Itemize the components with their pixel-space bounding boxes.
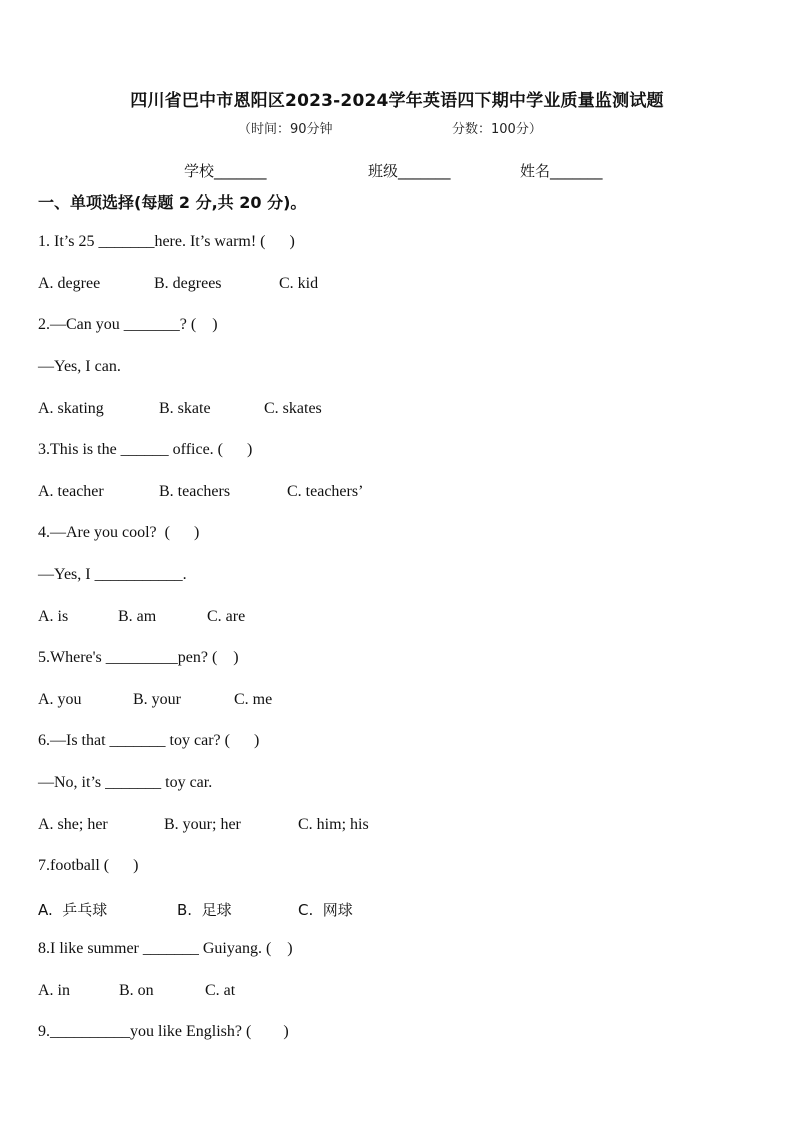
question-2-stem: 2.—Can you _______? ( ): [38, 316, 218, 333]
question-5-option-c: C. me: [234, 691, 273, 708]
question-8-option-a: A. in: [38, 982, 70, 999]
question-8-option-c: C. at: [205, 982, 236, 999]
name-field: 姓名_______: [520, 162, 603, 180]
question-1-stem: 1. It’s 25 _______here. It’s warm! ( ): [38, 233, 295, 250]
question-4-stem: 4.—Are you cool? ( ): [38, 524, 200, 541]
question-6-option-b: B. your; her: [164, 816, 241, 833]
question-4-option-a: A. is: [38, 608, 69, 625]
question-5-stem: 5.Where's _________pen? ( ): [38, 649, 239, 666]
exam-title: 四川省巴中市恩阳区2023-2024学年英语四下期中学业质量监测试题: [130, 91, 664, 111]
question-2-reply: —Yes, I can.: [38, 358, 121, 375]
question-3-option-c: C. teachers’: [287, 483, 364, 500]
question-2-option-a: A. skating: [38, 400, 104, 417]
section-heading: 一、单项选择(每题 2 分,共 20 分)。: [38, 193, 307, 212]
question-7-option-b: B. 足球: [177, 901, 232, 919]
exam-time: （时间：90分钟: [238, 122, 333, 137]
question-5-option-b: B. your: [133, 691, 181, 708]
question-7-option-c: C. 网球: [298, 901, 353, 919]
question-3-stem: 3.This is the ______ office. ( ): [38, 441, 253, 458]
question-2-option-b: B. skate: [159, 400, 211, 417]
question-6-reply: —No, it’s _______ toy car.: [38, 774, 213, 791]
question-9-stem: 9.__________you like English? ( ): [38, 1023, 289, 1040]
question-1-option-c: C. kid: [279, 275, 319, 292]
question-7-stem: 7.football ( ): [38, 857, 139, 874]
question-3-option-b: B. teachers: [159, 483, 231, 500]
question-3-option-a: A. teacher: [38, 483, 104, 500]
question-8-stem: 8.I like summer _______ Guiyang. ( ): [38, 940, 293, 957]
question-1-option-a: A. degree: [38, 275, 101, 292]
question-6-option-a: A. she; her: [38, 816, 108, 833]
exam-score: 分数：100分）: [452, 122, 542, 137]
question-8-option-b: B. on: [119, 982, 154, 999]
class-field: 班级_______: [368, 162, 451, 180]
question-2-option-c: C. skates: [264, 400, 322, 417]
question-6-option-c: C. him; his: [298, 816, 369, 833]
question-6-stem: 6.—Is that _______ toy car? ( ): [38, 732, 260, 749]
question-4-reply: —Yes, I ___________.: [38, 566, 187, 583]
school-field: 学校_______: [184, 162, 267, 180]
question-1-option-b: B. degrees: [154, 275, 222, 292]
question-4-option-c: C. are: [207, 608, 246, 625]
question-4-option-b: B. am: [118, 608, 157, 625]
question-5-option-a: A. you: [38, 691, 82, 708]
question-7-option-a: A. 乒乓球: [38, 901, 108, 919]
